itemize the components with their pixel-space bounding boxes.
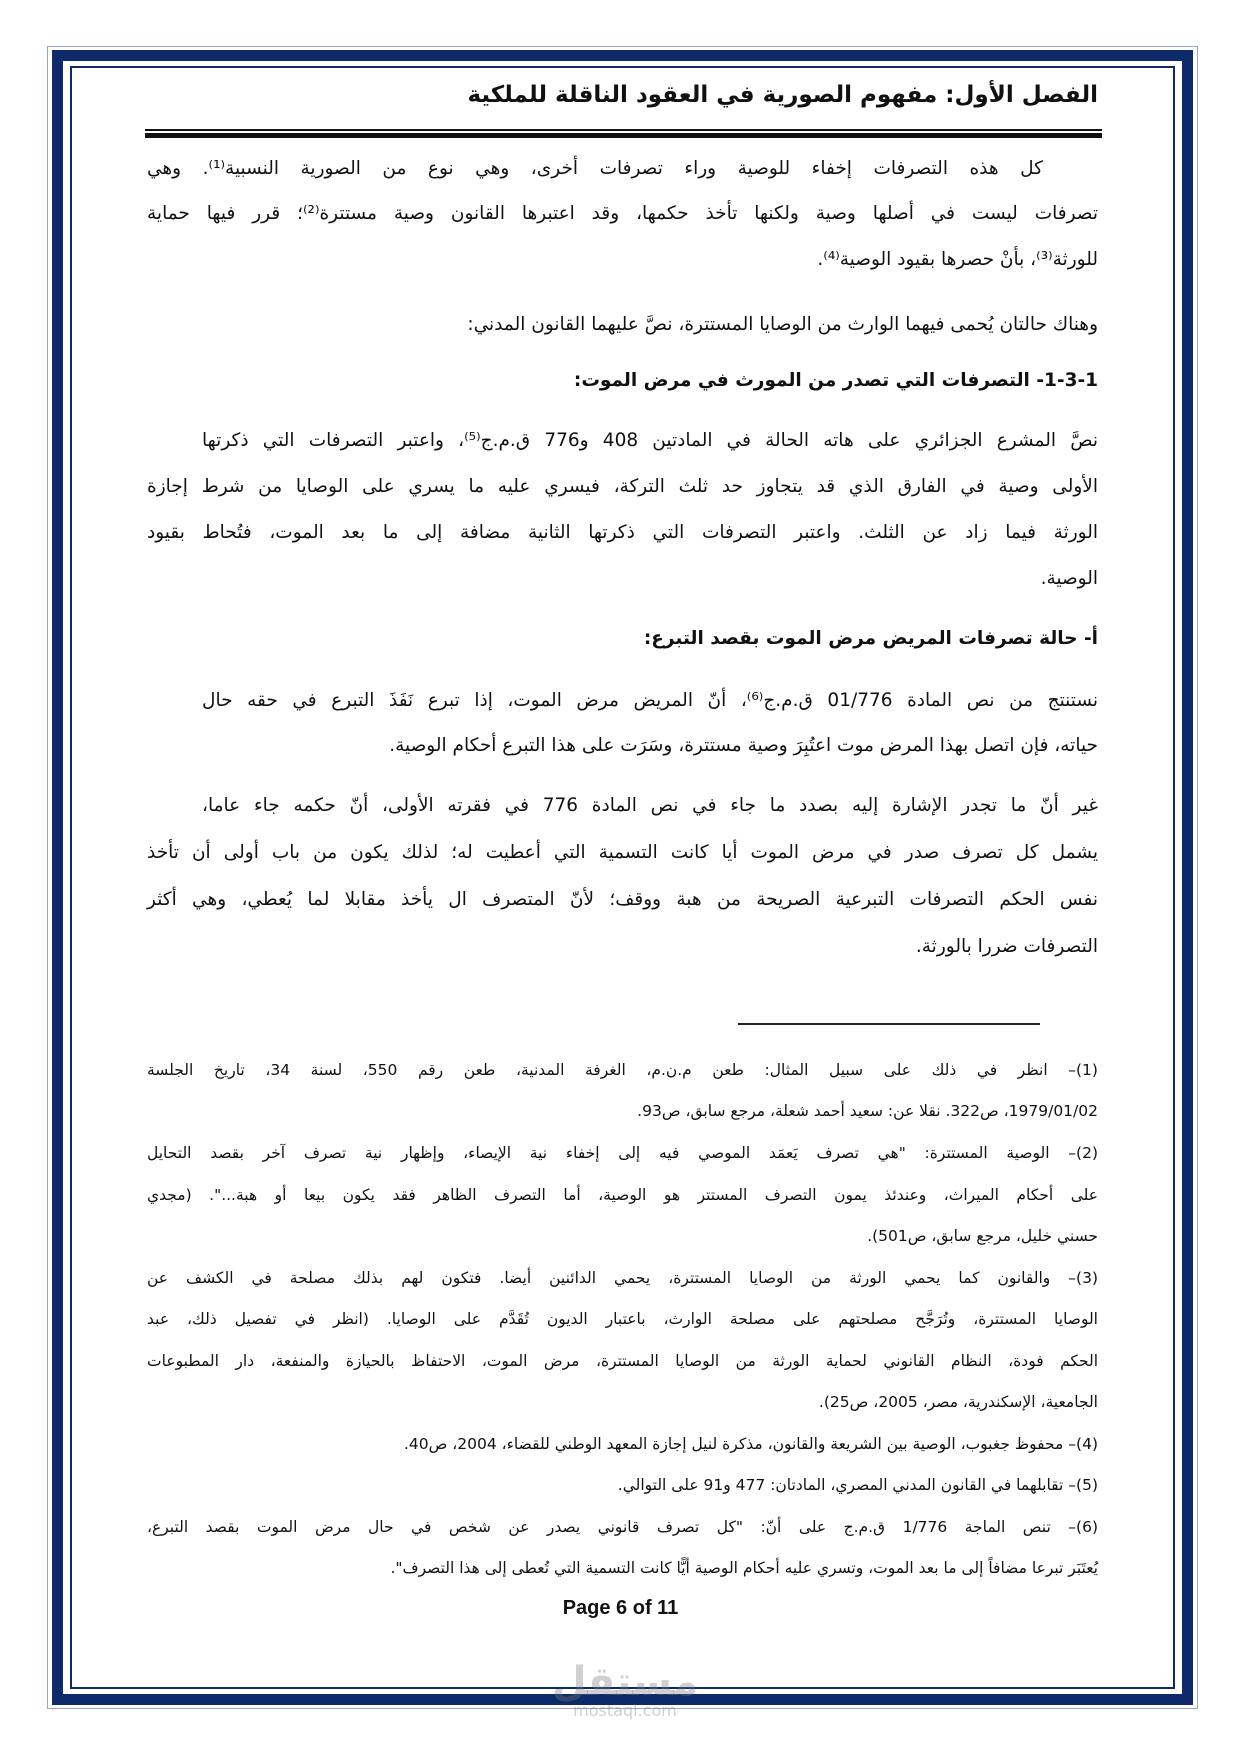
paragraph-line: الأولى وصية في الفارق الذي قد يتجاوز حد ثلث التركة، فيسري عليه ما يسري على الوصايا من شرط إجازة	[147, 476, 1098, 497]
footnote-line: الحكم فودة، النظام القانوني لحماية الورثة من الوصايا المستترة، مرض الموت، الاحتفاظ بالحيازة والمنفعة، دار المطبوعات	[147, 1352, 1098, 1370]
paragraph-line: الورثة فيما زاد عن الثلث. واعتبر التصرفات التي ذكرتها الثانية مضافة إلى ما بعد الموت، فتُحاط بقيود	[147, 522, 1098, 543]
paragraph-line: للورثة⁽³⁾، بأنْ حصرها بقيود الوصية⁽⁴⁾.	[817, 249, 1098, 270]
footnote-line: على أحكام الميراث، وعندئذ يمون التصرف المستتر هو الوصية، أما التصرف الظاهر فقد يكون بيعا أو هبة...". (مجدي	[147, 1186, 1098, 1204]
title-rule-thin	[145, 129, 1102, 131]
footnote-line: (1)– انظر في ذلك على سبيل المثال: طعن م.ن.م، الغرفة المدنية، طعن رقم 550، لسنة 34، تاريخ الجلسة	[147, 1061, 1098, 1079]
paragraph-line: يشمل كل تصرف صدر في مرض الموت أيا كانت التسمية التي أعطيت له؛ لذلك يكون من باب أولى أن تأخذ	[147, 842, 1098, 863]
watermark-logo-arabic: مستقل	[551, 1659, 699, 1705]
section-heading: 1-3-1- التصرفات التي تصدر من المورث في مرض الموت:	[573, 370, 1098, 391]
paragraph-line: نصَّ المشرع الجزائري على هاته الحالة في المادتين 408 و776 ق.م.ج⁽⁵⁾، واعتبر التصرفات التي ذكرتها	[202, 430, 1099, 451]
footnote-line: 1979/01/02، ص322. نقلا عن: سعيد أحمد شعلة، مرجع سابق، ص93.	[637, 1102, 1098, 1120]
footnote-line: (6)– تنص الماجة 1/776 ق.م.ج على أنّ: "كل تصرف قانوني يصدر عن شخص في حال مرض الموت بقصد التبرع،	[147, 1518, 1099, 1536]
paragraph-line: حياته، فإن اتصل بهذا المرض موت اعتُبِرَ وصية مستترة، وسَرَت على هذا التبرع أحكام الوصية.	[389, 735, 1098, 756]
subsection-heading: أ- حالة تصرفات المريض مرض الموت بقصد التبرع:	[643, 628, 1098, 649]
chapter-title: الفصل الأول: مفهوم الصورية في العقود الناقلة للملكية	[467, 82, 1098, 108]
footnote-line: يُعتَبَر تبرعا مضافاً إلى ما بعد الموت، وتسري عليه أحكام الوصية أيًّا كانت التسمية التي تُعطى إلى هذا التصرف".	[390, 1559, 1098, 1577]
paragraph-line: كل هذه التصرفات إخفاء للوصية وراء تصرفات أخرى، وهي نوع من الصورية النسبية⁽¹⁾. وهي	[147, 158, 1043, 179]
footnote-line: (5)– تقابلهما في القانون المدني المصري، المادتان: 477 و91 على التوالي.	[617, 1476, 1098, 1494]
footnote-line: حسني خليل، مرجع سابق، ص501).	[867, 1227, 1098, 1245]
watermark-logo-url: mostaql.com	[573, 1701, 677, 1720]
paragraph-line: تصرفات ليست في أصلها وصية ولكنها تأخذ حكمها، وقد اعتبرها القانون وصية مستترة⁽²⁾؛ قرر فيها حماية	[147, 203, 1098, 224]
footnote-line: (2)– الوصية المستترة: "هي تصرف يَعمَد الموصي فيه إلى إخفاء نية الإيصاء، وإظهار نية تصرف آخر بقصد التحايل	[147, 1144, 1098, 1162]
footnote-separator	[738, 1023, 1040, 1025]
paragraph-line: التصرفات ضررا بالورثة.	[915, 936, 1098, 957]
paragraph-line: نفس الحكم التصرفات التبرعية الصريحة من هبة ووقف؛ لأنّ المتصرف ال يأخذ مقابلا لما يُعطي، وهي أكثر	[147, 889, 1098, 910]
footnote-line: (3)– والقانون كما يحمي الورثة من الوصايا المستترة، يحمي الدائنين أيضا. فتكون لهم بذلك مصلحة في الكشف عن	[147, 1269, 1098, 1287]
paragraph-line: غير أنّ ما تجدر الإشارة إليه بصدد ما جاء في نص المادة 776 في فقرته الأولى، أنّ حكمه جاء عاما،	[202, 795, 1098, 816]
paragraph-line: وهناك حالتان يُحمى فيهما الوارث من الوصايا المستترة، نصَّ عليهما القانون المدني:	[467, 314, 1098, 335]
footnote-line: (4)– محفوظ جغبوب، الوصية بين الشريعة والقانون، مذكرة لنيل إجازة المعهد الوطني للقضاء، 2004، ص40.	[403, 1435, 1098, 1453]
paragraph-line: نستنتج من نص المادة 01/776 ق.م.ج⁽⁶⁾، أنّ المريض مرض الموت، إذا تبرع نَفَذَ التبرع في حقه حال	[202, 690, 1099, 711]
paragraph-line: الوصية.	[1040, 568, 1098, 589]
watermark-logo	[545, 1659, 705, 1720]
footnote-line: الوصايا المستترة، وتُرَجَّح مصلحتهم على مصلحة الوارث، باعتبار الديون تُقَدَّم على الوصايا. (انظر في تفصيل ذلك، عبد	[147, 1310, 1098, 1328]
page-number: Page 6 of 11	[562, 1597, 679, 1619]
footnote-line: الجامعية، الإسكندرية، مصر، 2005، ص25).	[818, 1393, 1098, 1411]
title-rule-thick	[145, 133, 1102, 138]
